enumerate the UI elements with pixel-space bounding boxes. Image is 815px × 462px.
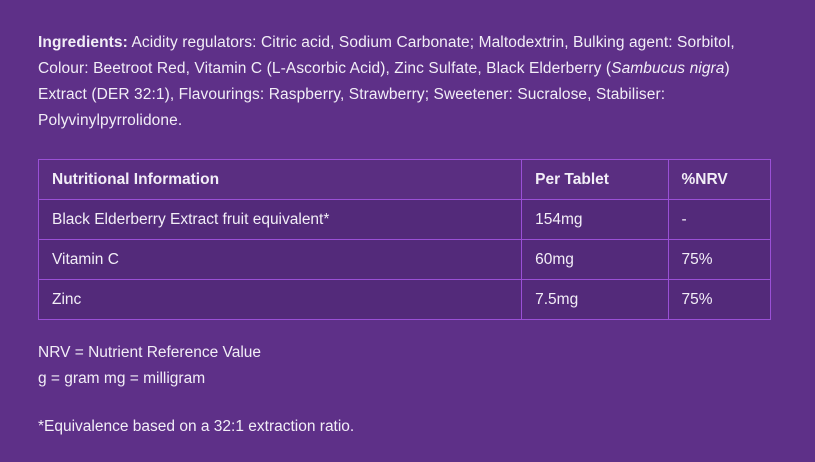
cell-per-tablet: 154mg xyxy=(522,200,668,240)
header-cell-per-tablet: Per Tablet xyxy=(522,160,668,200)
table-row xyxy=(39,200,771,240)
table-row xyxy=(39,240,771,280)
ingredients-species-name: Sambucus nigra xyxy=(611,60,725,77)
cell-per-tablet: 60mg xyxy=(522,240,668,280)
cell-per-tablet: 7.5mg xyxy=(522,280,668,320)
notes-block xyxy=(38,340,777,392)
nutritional-information-table xyxy=(38,159,771,320)
ingredients-text-before-italic: Acidity regulators: Citric acid, Sodium Carbonate; Maltodextrin, Bulking agent: Sorbitol, Colour: Beetroot Red, Vitamin C (L-Ascorbic Acid), Zinc Sulfate, Black Elderberry ( xyxy=(38,34,735,77)
extraction-ratio-footnote: *Equivalence based on a 32:1 extraction ratio. xyxy=(38,418,355,435)
nrv-definition-note: NRV = Nutrient Reference Value xyxy=(38,344,262,361)
header-cell-nrv: %NRV xyxy=(668,160,770,200)
cell-nrv: 75% xyxy=(668,280,770,320)
table-row xyxy=(39,280,771,320)
table-header-row xyxy=(39,160,771,200)
cell-nrv: 75% xyxy=(668,240,770,280)
cell-nutrient-name: Black Elderberry Extract fruit equivalent* xyxy=(39,200,522,240)
ingredients-label: Ingredients: xyxy=(38,34,128,51)
ingredients-text-after-italic: ) Extract (DER 32:1), Flavourings: Raspberry, Strawberry; Sweetener: Sucralose, Stabiliser: Polyvinylpyrrolidone. xyxy=(38,60,730,129)
cell-nutrient-name: Zinc xyxy=(39,280,522,320)
units-definition-note: g = gram mg = milligram xyxy=(38,370,206,387)
header-cell-nutritional-information: Nutritional Information xyxy=(39,160,522,200)
cell-nrv: - xyxy=(668,200,770,240)
cell-nutrient-name: Vitamin C xyxy=(39,240,522,280)
ingredients-paragraph xyxy=(38,30,774,134)
